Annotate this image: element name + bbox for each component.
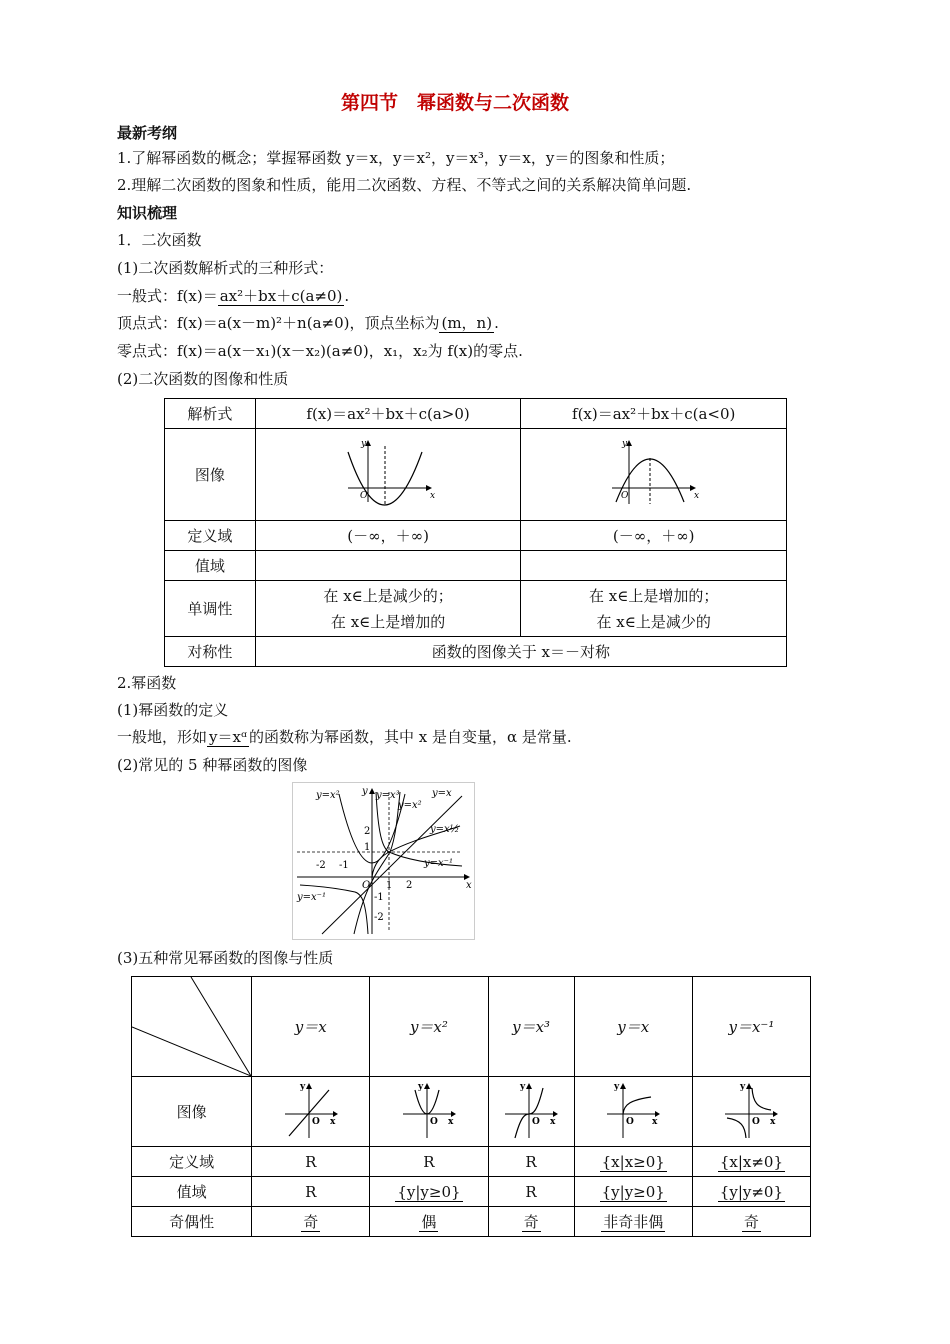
g2-x: x: [447, 1116, 454, 1127]
domain-4: [574, 1147, 692, 1177]
parabola-up-figure: [338, 438, 438, 508]
page-title: 第四节 幂函数与二次函数: [341, 92, 570, 114]
quad-mono-pos: [255, 581, 521, 637]
graph-cube: [501, 1080, 561, 1140]
quad-table: [164, 398, 787, 667]
mono-pos-b: 在 x∈上是增加的: [330, 612, 446, 631]
down-origin: O: [620, 490, 629, 501]
power-functions-figure: [292, 782, 475, 940]
parity-4-text: 非奇非偶: [603, 1213, 664, 1231]
range-4: [574, 1177, 692, 1207]
tick-y-2: 2: [364, 826, 371, 837]
power-col-3: y＝x³: [488, 977, 574, 1077]
vertex-fill: (m，n): [441, 314, 493, 332]
label-x: y=x: [432, 788, 452, 799]
range-4-text: {y|y≥0}: [601, 1182, 665, 1201]
domain-5: [692, 1147, 810, 1177]
parity-2: [370, 1207, 488, 1237]
section-outline-heading: 最新考纲: [117, 124, 178, 142]
power-row-domain: 定义域: [132, 1147, 252, 1177]
quad-sub2: (2)二次函数的图像和性质: [117, 370, 289, 388]
mono-neg-b: 在 x∈上是减少的: [596, 612, 711, 631]
power-row-graph: 图像: [132, 1077, 252, 1147]
range-5-text: {y|y≠0}: [719, 1182, 783, 1201]
quad-row-domain: 定义域: [165, 521, 256, 551]
domain-3: R: [488, 1147, 574, 1177]
g2-o: O: [429, 1116, 438, 1127]
mono-neg-a: 在 x∈上是增加的；: [589, 586, 719, 605]
power-row-parity: 奇偶性: [132, 1207, 252, 1237]
quad-heading: 1．二次函数: [117, 231, 202, 249]
graph-cell-sqrt: [574, 1077, 692, 1147]
domain-4-text: {x|x≥0}: [601, 1152, 665, 1171]
power-col-4: y＝x: [574, 977, 692, 1077]
parity-1: [252, 1207, 370, 1237]
quad-col-label: 解析式: [165, 399, 256, 429]
power-col-2: y＝x²: [370, 977, 488, 1077]
parity-5: [692, 1207, 810, 1237]
label-x3: y=x³: [376, 790, 400, 801]
g4-x: x: [652, 1116, 658, 1127]
power-table: [131, 976, 811, 1237]
quad-range-neg: [521, 551, 787, 581]
g1-y: y: [299, 1081, 305, 1092]
tick-y-neg1: -1: [374, 892, 384, 903]
g3-y: y: [520, 1081, 526, 1092]
quad-general-form: 一般式：f(x)＝ ax²＋bx＋c(a≠0) .: [117, 287, 350, 305]
graph-inverse: [721, 1080, 781, 1140]
outline-item-2: 2.理解二次函数的图象和性质，能用二次函数、方程、不等式之间的关系解决简单问题.: [117, 176, 692, 194]
quad-vertex-form: 顶点式：f(x)＝a(x－m)²＋n(a≠0)，顶点坐标为 (m，n) .: [117, 314, 499, 332]
quad-graph-down-cell: [521, 429, 787, 521]
range-2: [370, 1177, 488, 1207]
parity-1-text: 奇: [303, 1213, 319, 1231]
down-axis-x: x: [693, 490, 699, 501]
quad-col-pos: f(x)＝ax²＋bx＋c(a>0): [255, 399, 521, 429]
power-sub3: (3)五种常见幂函数的图像与性质: [117, 949, 334, 967]
label-x-inv-left: y=x⁻¹: [297, 892, 326, 903]
parity-2-text: 偶: [421, 1213, 437, 1231]
g5-x: x: [770, 1116, 776, 1127]
range-1: R: [252, 1177, 370, 1207]
quad-zero-form: 零点式：f(x)＝a(x－x₁)(x－x₂)(a≠0)，x₁，x₂为 f(x)的零点.: [117, 342, 523, 360]
down-axis-y: y: [621, 438, 627, 449]
quad-mono-neg: [521, 581, 787, 637]
quad-row-graph: 图像: [165, 429, 256, 521]
g4-y: y: [614, 1081, 620, 1092]
up-axis-y: y: [361, 438, 367, 449]
general-prefix: 一般式：f(x)＝: [117, 287, 218, 305]
general-fill: ax²＋bx＋c(a≠0): [219, 287, 343, 305]
quad-sym-value: 函数的图像关于 x＝－对称: [255, 637, 786, 667]
graph-cell-x2: [370, 1077, 488, 1147]
power-sub1: (1)幂函数的定义: [117, 701, 229, 719]
power-definition: [117, 727, 572, 747]
tick-y-neg2: -2: [374, 912, 384, 923]
origin-label: O: [362, 880, 371, 891]
label-x-half: y=x½: [430, 824, 460, 835]
g2-y: y: [417, 1081, 424, 1092]
tick-x-neg2: -2: [316, 860, 326, 871]
label-x2-right: y=x²: [398, 800, 422, 811]
parity-3: [488, 1207, 574, 1237]
graph-cell-x3: [488, 1077, 574, 1147]
def-fill: y＝xᵅ: [209, 728, 247, 746]
g5-o: O: [752, 1116, 761, 1127]
power-header-diagonal: [132, 977, 252, 1077]
graph-cell-inv: [692, 1077, 810, 1147]
quad-graph-up-cell: [255, 429, 521, 521]
graph-square: [399, 1080, 459, 1140]
def-suffix: 的函数称为幂函数，其中 x 是自变量，α 是常量.: [248, 728, 572, 746]
quad-row-sym: 对称性: [165, 637, 256, 667]
quad-domain-neg: (－∞，＋∞): [521, 521, 787, 551]
g3-x: x: [550, 1116, 556, 1127]
graph-linear: [281, 1080, 341, 1140]
fig-axis-x: x: [466, 880, 472, 891]
g5-y: y: [740, 1081, 746, 1092]
tick-x-neg1: -1: [339, 860, 349, 871]
parabola-down-figure: [604, 438, 704, 508]
quad-domain-pos: (－∞，＋∞): [255, 521, 521, 551]
parity-4: [574, 1207, 692, 1237]
vertex-text: 顶点式：f(x)＝a(x－m)²＋n(a≠0)，顶点坐标为: [117, 314, 440, 332]
domain-5-text: {x|x≠0}: [719, 1152, 783, 1171]
domain-2: R: [370, 1147, 488, 1177]
g1-o: O: [311, 1116, 320, 1127]
section-knowledge-heading: 知识梳理: [117, 204, 178, 222]
tick-x-2: 2: [406, 880, 413, 891]
quad-sub1: (1)二次函数解析式的三种形式：: [117, 259, 334, 277]
power-sub2: (2)常见的 5 种幂函数的图像: [117, 756, 308, 774]
power-col-5: y＝x⁻¹: [692, 977, 810, 1077]
def-prefix: 一般地，形如: [117, 728, 208, 746]
power-heading: 2.幂函数: [117, 674, 177, 692]
quad-row-mono: 单调性: [165, 581, 256, 637]
parity-3-text: 奇: [523, 1213, 539, 1231]
g3-o: O: [532, 1116, 540, 1127]
label-x2-left: y=x²: [316, 790, 340, 801]
quad-range-pos: [255, 551, 521, 581]
g1-x: x: [329, 1116, 336, 1127]
range-2-text: {y|y≥0}: [397, 1182, 461, 1201]
g4-o: O: [626, 1116, 635, 1127]
range-3: R: [488, 1177, 574, 1207]
graph-sqrt: [603, 1080, 663, 1140]
range-5: [692, 1177, 810, 1207]
domain-1: R: [252, 1147, 370, 1177]
up-axis-x: x: [430, 490, 436, 501]
tick-x-1: 1: [386, 880, 393, 891]
power-row-range: 值域: [132, 1177, 252, 1207]
diagonal-lines: [132, 977, 251, 1076]
label-x-inv-right: y=x⁻¹: [424, 858, 453, 869]
mono-pos-a: 在 x∈上是减少的；: [323, 586, 453, 605]
power-col-1: y＝x: [252, 977, 370, 1077]
quad-row-range: 值域: [165, 551, 256, 581]
up-origin: O: [360, 490, 368, 501]
outline-item-1: 1.了解幂函数的概念；掌握幂函数 y＝x，y＝x²，y＝x³，y＝x，y＝的图象和性质；: [117, 149, 675, 167]
tick-y-1: 1: [364, 842, 371, 853]
quad-col-neg: f(x)＝ax²＋bx＋c(a<0): [521, 399, 787, 429]
fig-axis-y: y: [362, 786, 368, 797]
parity-5-text: 奇: [743, 1213, 759, 1231]
graph-cell-x: [252, 1077, 370, 1147]
